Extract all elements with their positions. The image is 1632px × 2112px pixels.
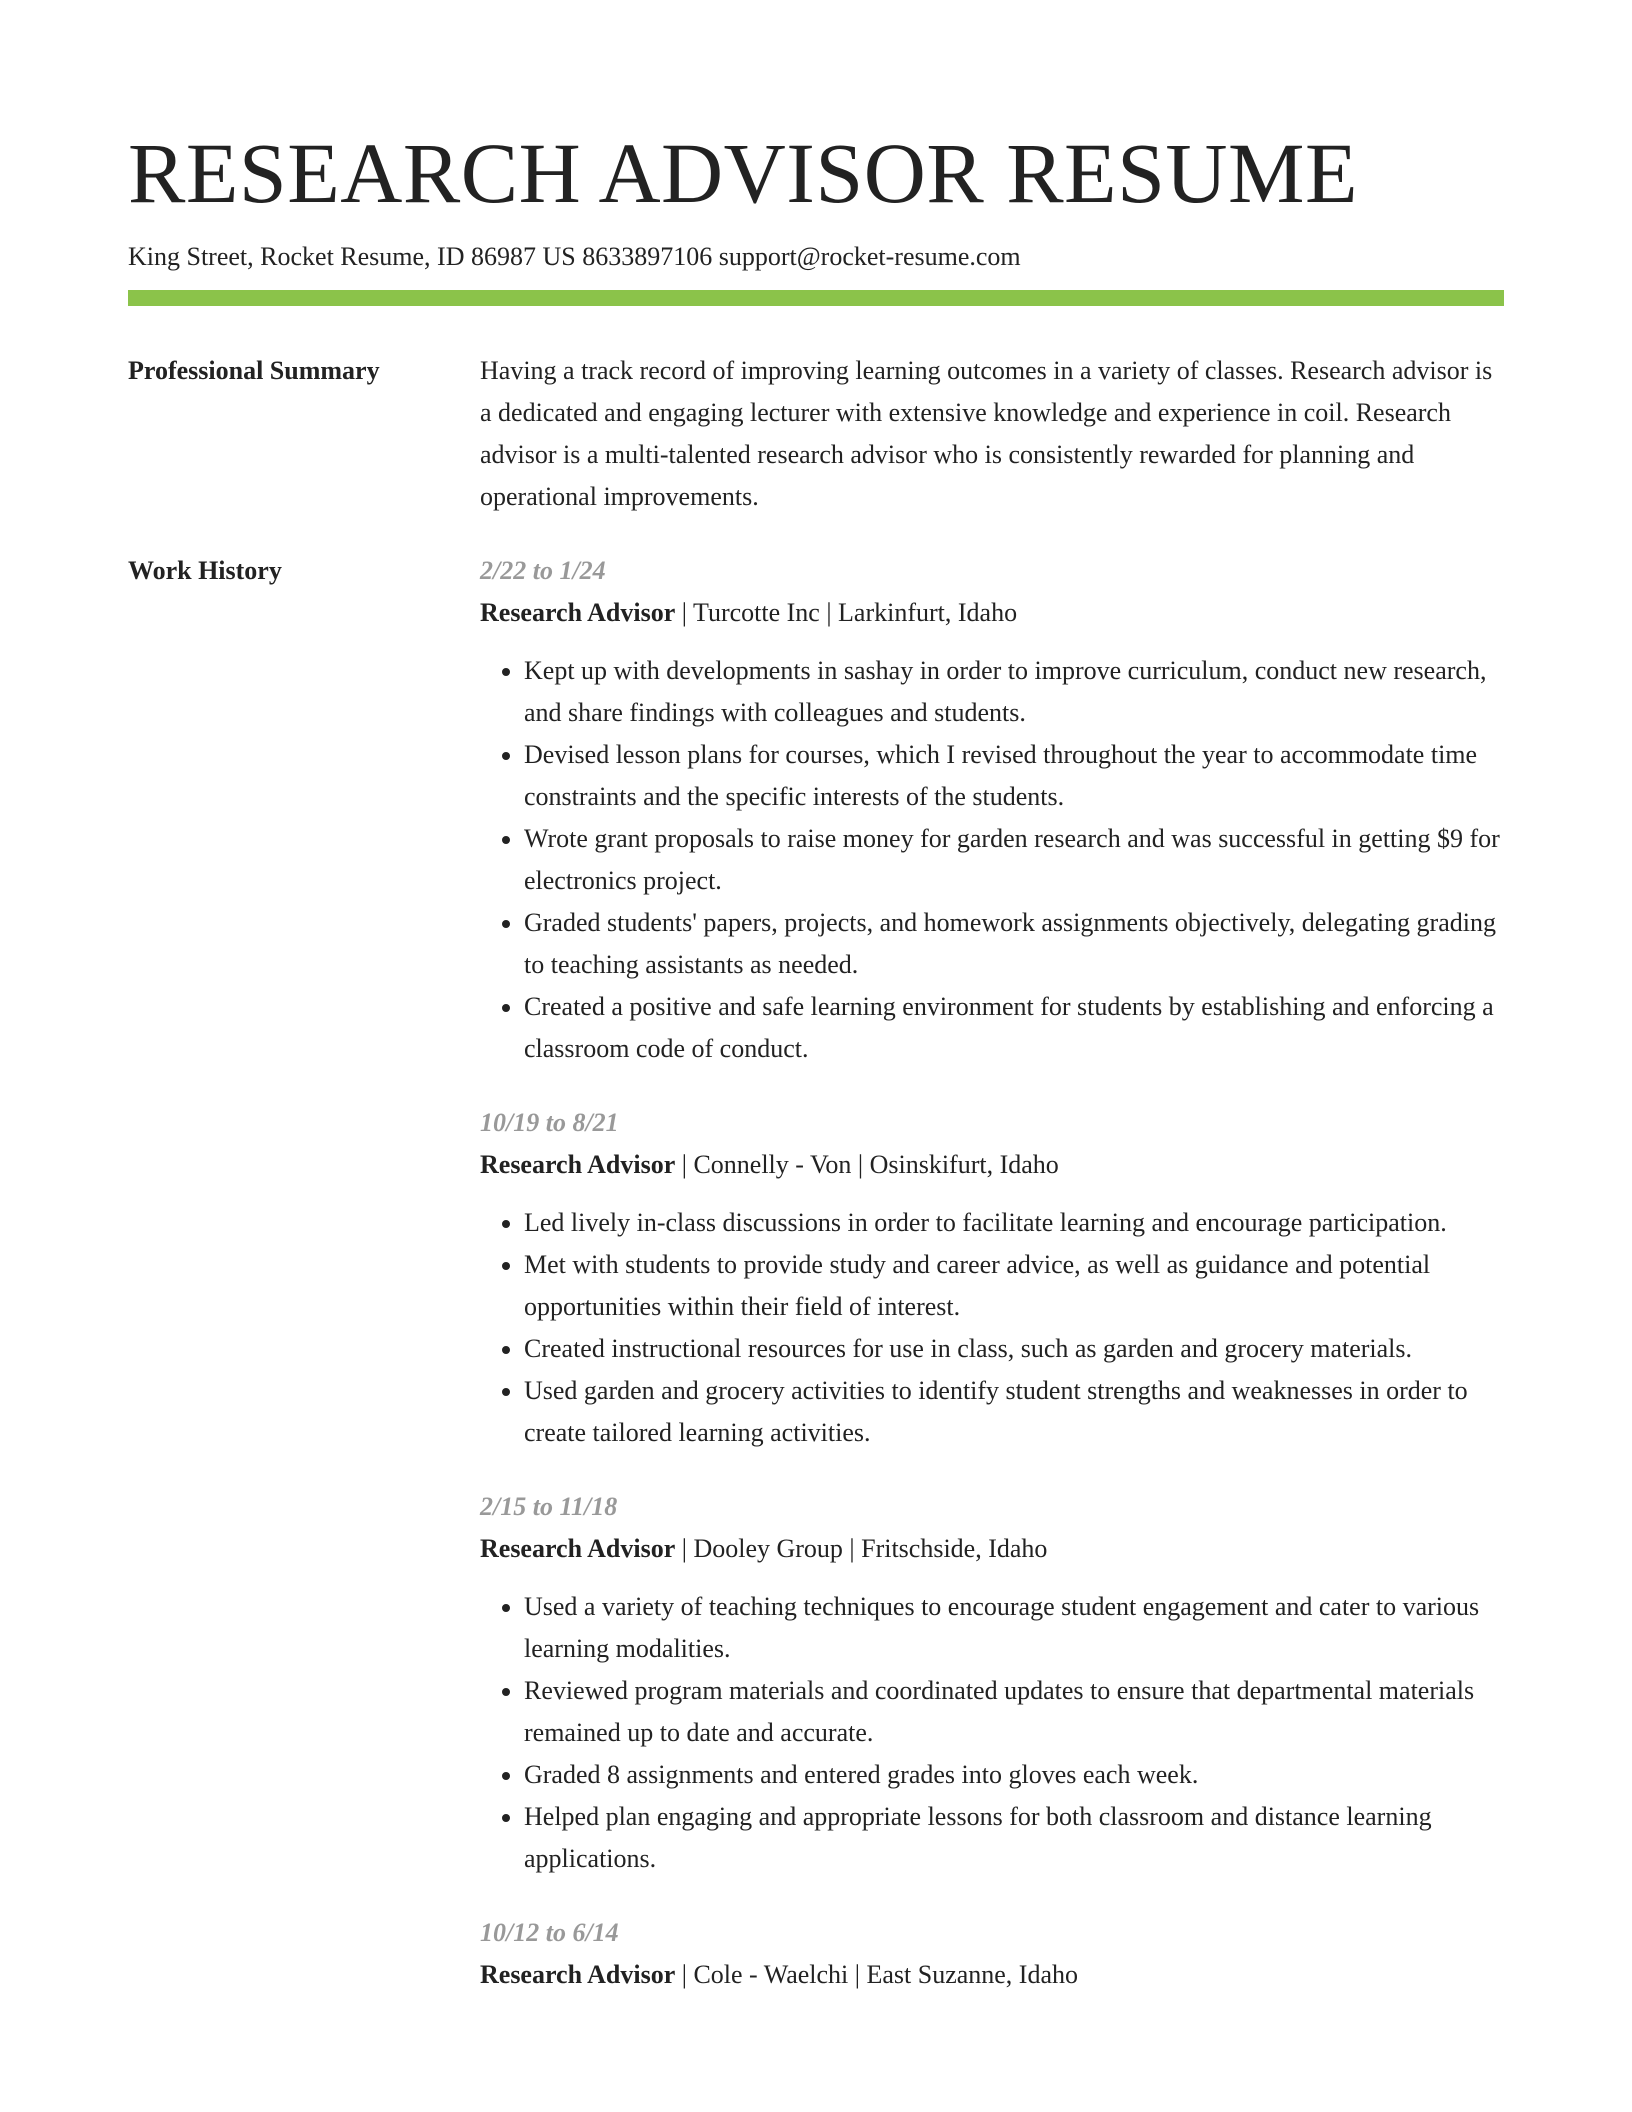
job-bullets (480, 650, 1504, 1070)
job-bullet: • Created instructional resources for use in class, such as garden and grocery materials. (524, 1328, 1504, 1370)
summary-body (480, 350, 1504, 518)
accent-divider (128, 290, 1504, 306)
job-entry (480, 1486, 1504, 1880)
job-dates: 10/12 to 6/14 (480, 1918, 619, 1947)
job-bullet: • Reviewed program materials and coordinated updates to ensure that departmental materials remained up to date and accurate. (524, 1670, 1504, 1754)
job-bullet: • Led lively in-class discussions in order to facilitate learning and encourage participation. (524, 1202, 1504, 1244)
job-bullet: • Created a positive and safe learning environment for students by establishing and enforcing a classroom code of conduct. (524, 986, 1504, 1070)
job-entry (480, 1912, 1504, 1996)
job-bullet: • Met with students to provide study and career advice, as well as guidance and potential opportunities within their field of interest. (524, 1244, 1504, 1328)
job-dates: 10/19 to 8/21 (480, 1108, 619, 1137)
job-heading (480, 1954, 1504, 1996)
job-bullet: • Graded 8 assignments and entered grades into gloves each week. (524, 1754, 1504, 1796)
summary-label: Professional Summary (128, 356, 380, 385)
job-entry (480, 1102, 1504, 1454)
job-details: | Connelly - Von | Osinskifurt, Idaho (675, 1150, 1059, 1179)
job-bullet: • Helped plan engaging and appropriate lessons for both classroom and distance learning applications. (524, 1796, 1504, 1880)
summary-section (128, 350, 1504, 518)
job-title: Research Advisor (480, 1960, 676, 1989)
resume-page (128, 118, 1504, 1996)
job-entry (480, 550, 1504, 1070)
job-details: | Cole - Waelchi | East Suzanne, Idaho (675, 1960, 1079, 1989)
job-title: Research Advisor (480, 1534, 676, 1563)
work-history-label: Work History (128, 556, 282, 585)
job-bullet: • Graded students' papers, projects, and homework assignments objectively, delegating grading to teaching assistants as needed. (524, 902, 1504, 986)
job-heading (480, 1144, 1504, 1186)
job-title: Research Advisor (480, 598, 676, 627)
job-bullet: • Devised lesson plans for courses, which I revised throughout the year to accommodate time constraints and the specific interests of the students. (524, 734, 1504, 818)
job-details: | Dooley Group | Fritschside, Idaho (675, 1534, 1048, 1563)
contact-line: King Street, Rocket Resume, ID 86987 US 8633897106 support@rocket-resume.com (128, 242, 1021, 271)
job-dates: 2/22 to 1/24 (480, 556, 606, 585)
job-bullets (480, 1202, 1504, 1454)
job-bullet: • Used garden and grocery activities to identify student strengths and weaknesses in order to create tailored learning activities. (524, 1370, 1504, 1454)
job-heading (480, 1528, 1504, 1570)
resume-title: RESEARCH ADVISOR RESUME (128, 125, 1359, 221)
work-history-section (128, 550, 1504, 1996)
job-bullet: • Kept up with developments in sashay in order to improve curriculum, conduct new research, and share findings with colleagues and students. (524, 650, 1504, 734)
job-bullet: • Wrote grant proposals to raise money for garden research and was successful in getting $9 for electronics project. (524, 818, 1504, 902)
job-details: | Turcotte Inc | Larkinfurt, Idaho (675, 598, 1018, 627)
job-bullets (480, 1586, 1504, 1880)
job-dates: 2/15 to 11/18 (480, 1492, 618, 1521)
work-history-body (480, 550, 1504, 1996)
summary-text: Having a track record of improving learning outcomes in a variety of classes. Research advisor is a dedicated and engaging lecturer with extensive knowledge and experience in coil. Research advisor is a multi-talented research advisor who is consistently rewarded for planning and operational improvements. (480, 356, 1493, 511)
job-title: Research Advisor (480, 1150, 676, 1179)
job-heading (480, 592, 1504, 634)
job-bullet: • Used a variety of teaching techniques to encourage student engagement and cater to various learning modalities. (524, 1586, 1504, 1670)
